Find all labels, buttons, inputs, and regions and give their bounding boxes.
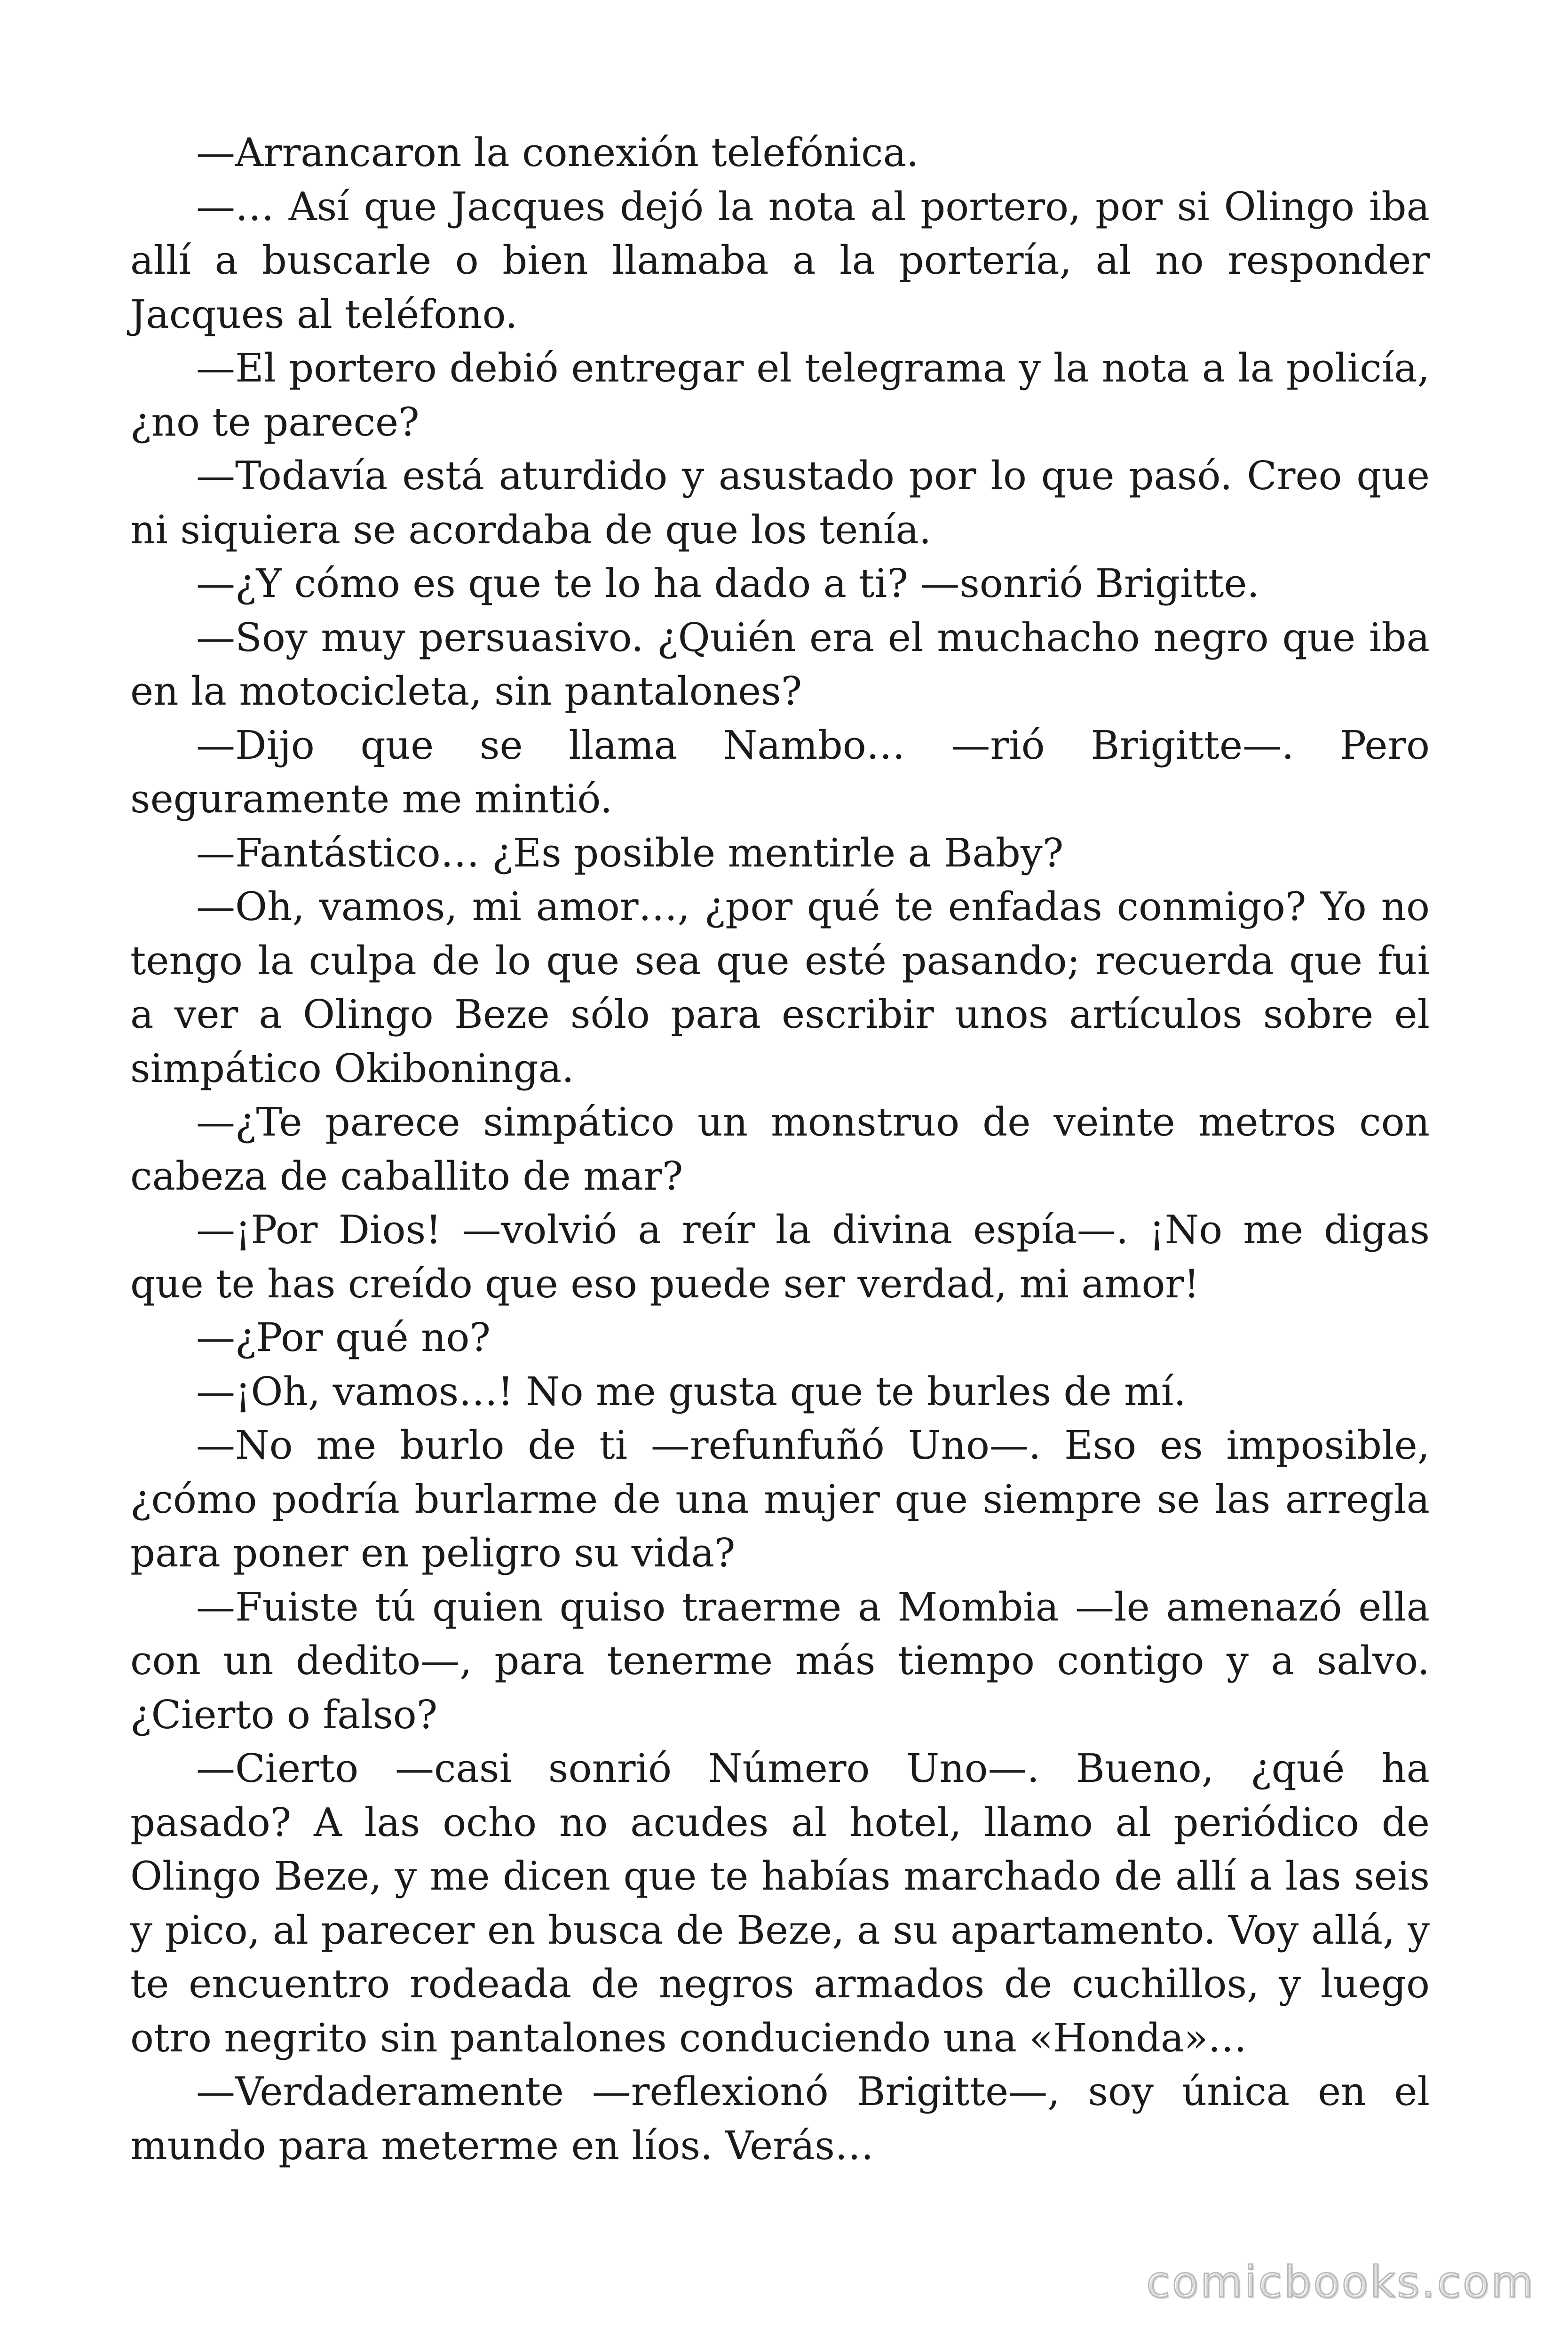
paragraph: —Fuiste tú quien quiso traerme a Mombia —le amenazó ella con un dedito—, para tenerme más tiempo contigo y a salvo. ¿Cierto o falso? xyxy=(130,1584,1430,1738)
paragraph: —¡Por Dios! —volvió a reír la divina espía—. ¡No me digas que te has creído que eso puede ser verdad, mi amor! xyxy=(130,1207,1430,1307)
watermark-logo: comicbooks.com xyxy=(1146,2257,1535,2307)
paragraph: —¡Oh, vamos…! No me gusta que te burles de mí. xyxy=(196,1368,1186,1414)
paragraph: —¿Por qué no? xyxy=(196,1315,491,1360)
paragraph: —Oh, vamos, mi amor…, ¿por qué te enfadas conmigo? Yo no tengo la culpa de lo que sea que esté pasando; recuerda que fui a ver a Olingo Beze sólo para escribir unos artículos sobre el simpático Okiboninga. xyxy=(130,884,1430,1091)
book-page-text xyxy=(130,126,1430,2173)
paragraph: —Cierto —casi sonrió Número Uno—. Bueno, ¿qué ha pasado? A las ocho no acudes al hotel, llamo al periódico de Olingo Beze, y me dicen que te habías marchado de allí a las seis y pico, al parecer en busca de Beze, a su apartamento. Voy allá, y te encuentro rodeada de negros armados de cuchillos, y luego otro negrito sin pantalones conduciendo una «Honda»… xyxy=(130,1746,1430,2061)
paragraph: —Arrancaron la conexión telefónica. xyxy=(196,130,919,175)
paragraph: —¿Te parece simpático un monstruo de veinte metros con cabeza de caballito de mar? xyxy=(130,1099,1430,1199)
paragraph: —No me burlo de ti —refunfuñó Uno—. Eso es imposible, ¿cómo podría burlarme de una mujer que siempre se las arregla para poner en peligro su vida? xyxy=(130,1422,1430,1576)
paragraph: —¿Y cómo es que te lo ha dado a ti? —sonrió Brigitte. xyxy=(196,561,1259,606)
paragraph: —Verdaderamente —reflexionó Brigitte—, soy única en el mundo para meterme en líos. Verás… xyxy=(130,2069,1430,2169)
paragraph: —Fantástico… ¿Es posible mentirle a Baby? xyxy=(196,830,1064,876)
paragraph: —El portero debió entregar el telegrama y la nota a la policía, ¿no te parece? xyxy=(130,345,1430,445)
paragraph: —Soy muy persuasivo. ¿Quién era el muchacho negro que iba en la motocicleta, sin pantalones? xyxy=(130,614,1430,714)
paragraph: —Dijo que se llama Nambo… —rió Brigitte—. Pero seguramente me mintió. xyxy=(130,722,1430,822)
paragraph: —Todavía está aturdido y asustado por lo que pasó. Creo que ni siquiera se acordaba de que los tenía. xyxy=(130,453,1430,553)
paragraph: —… Así que Jacques dejó la nota al portero, por si Olingo iba allí a buscarle o bien llamaba a la portería, al no responder Jacques al teléfono. xyxy=(130,183,1430,337)
